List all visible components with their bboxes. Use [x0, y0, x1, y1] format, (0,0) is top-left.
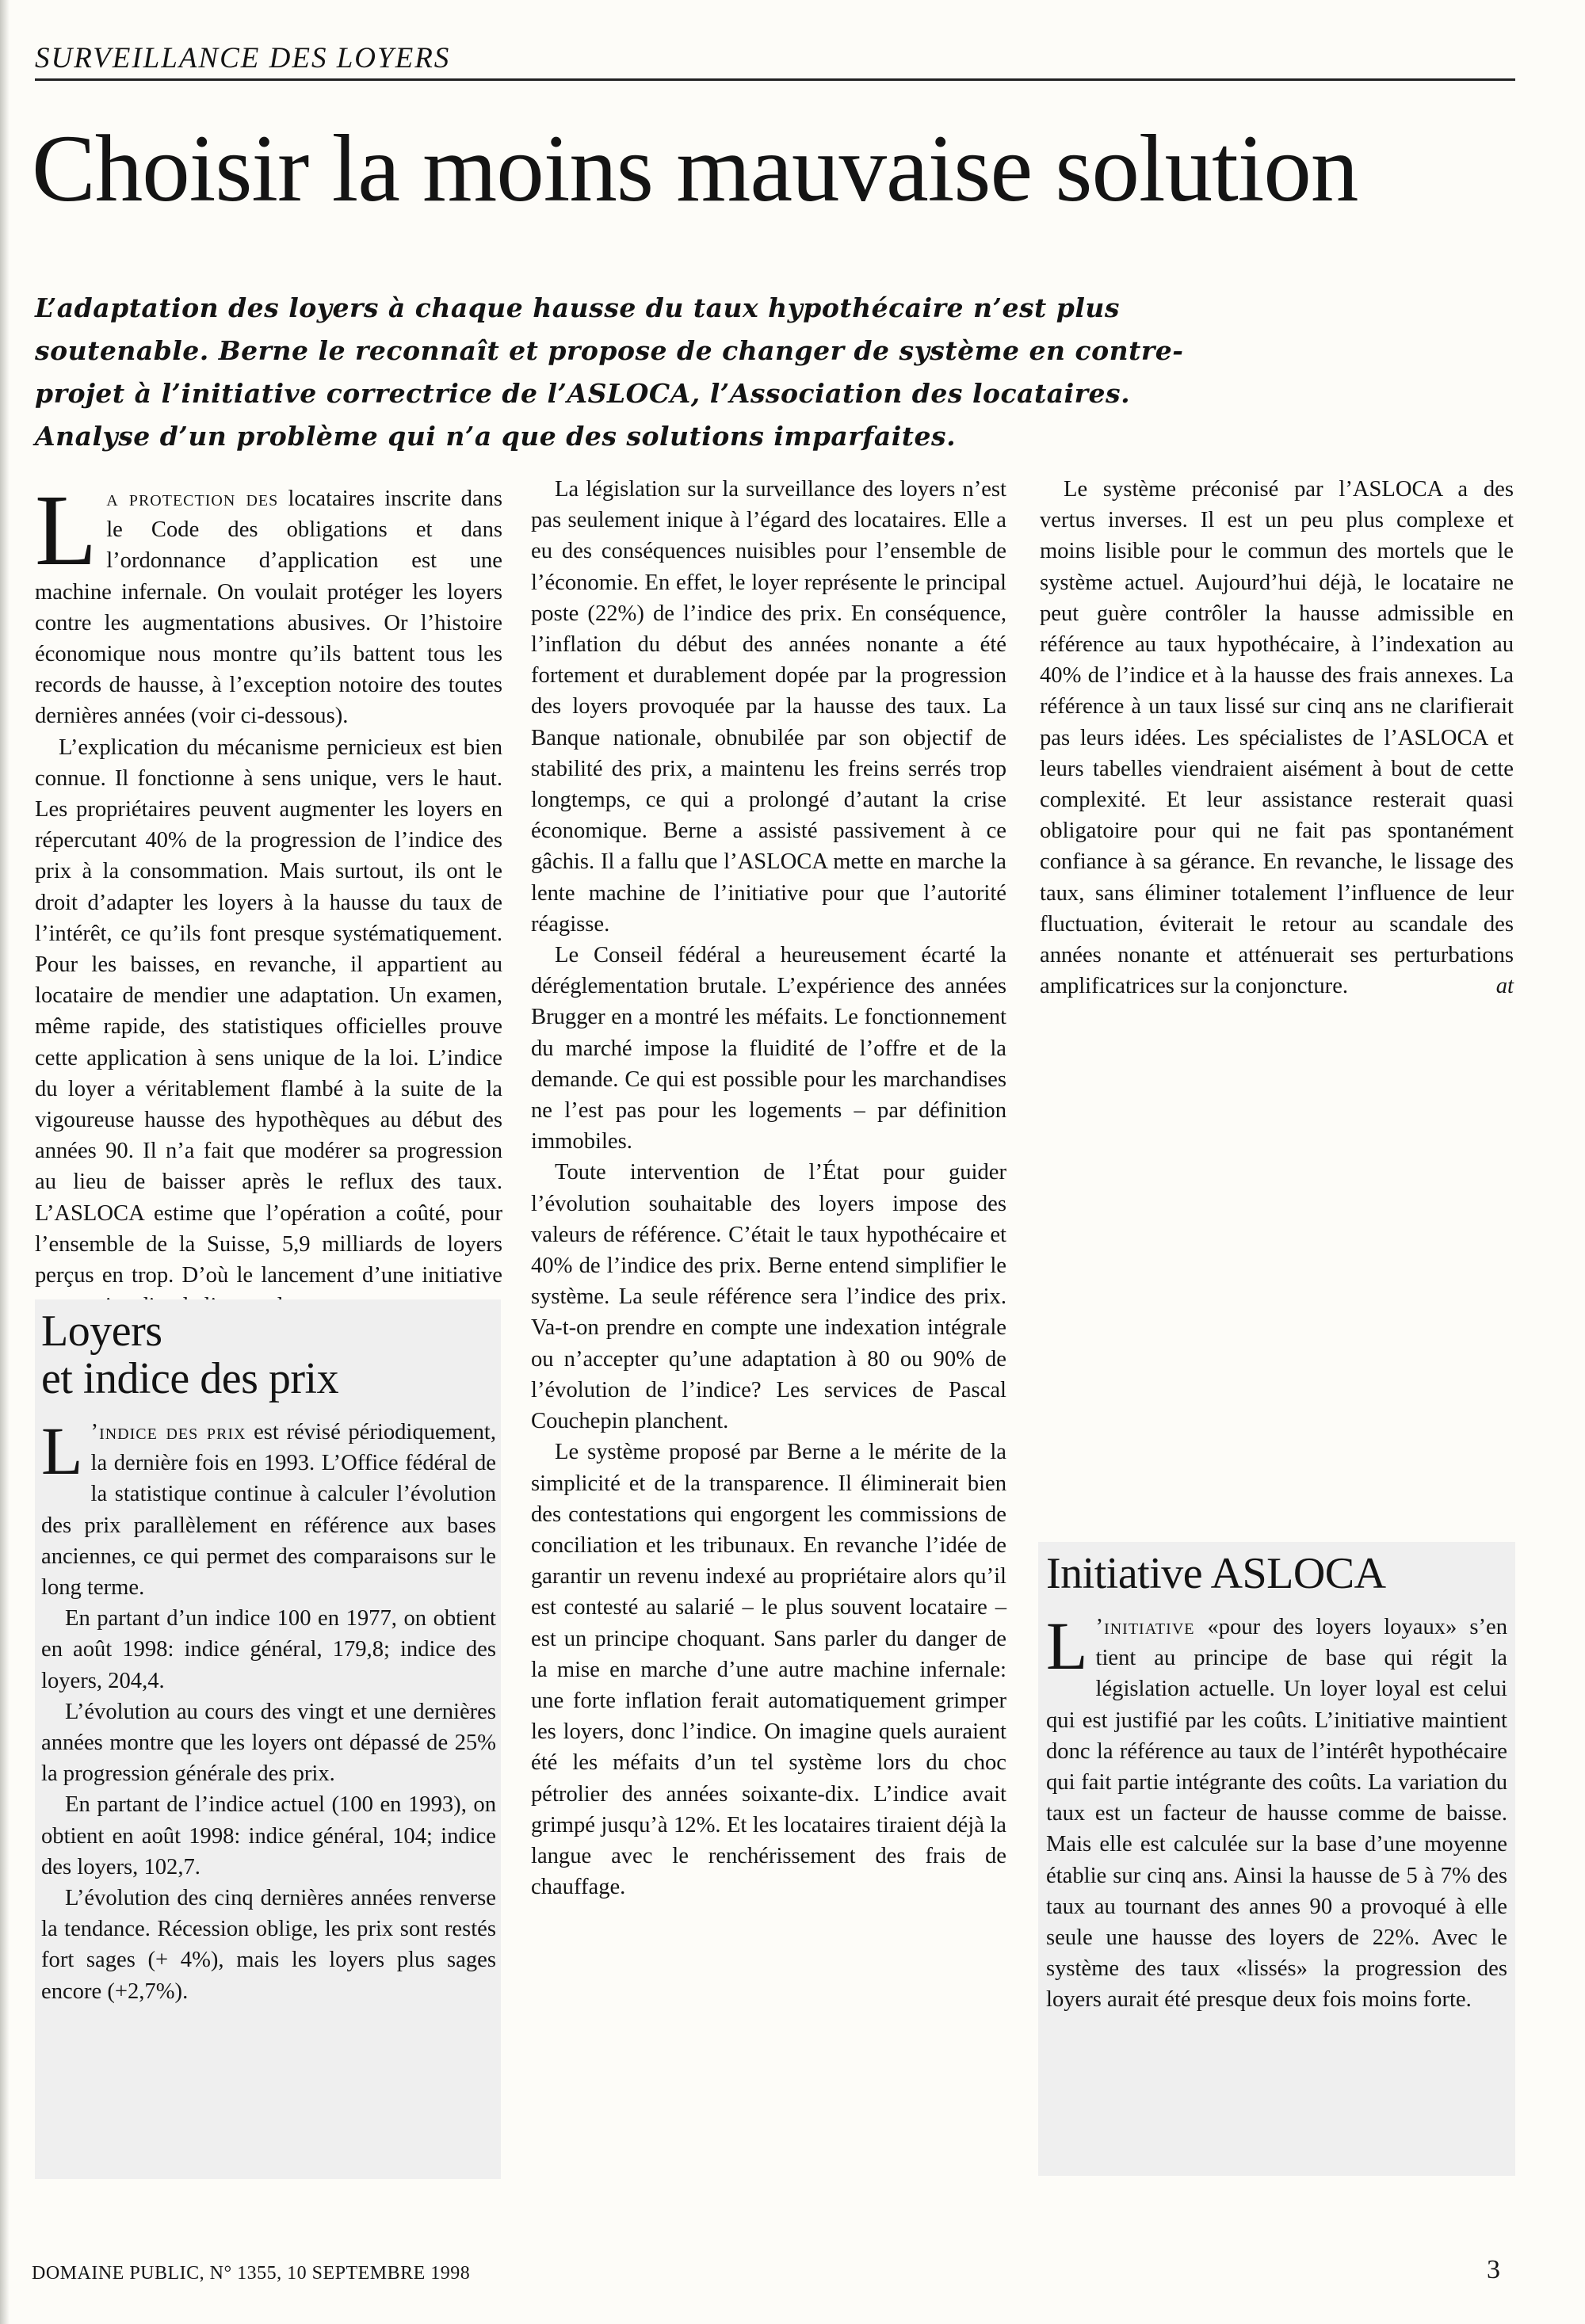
drop-cap: L	[35, 474, 97, 586]
lede: L’adaptation des loyers à chaque hausse du taux hypothécaire n’est plus soutenable. Berne le reconnaît et propose de changer de système en contre-projet à l’initiative correctrice de l’ASLOCA, l’Association des locataires. Analyse d’un problème qui n’a que des solutions imparfaites.	[35, 292, 1184, 452]
article-column-3	[1040, 474, 1514, 1002]
article-paragraph	[35, 474, 502, 732]
article-text: Le système préconisé par l’ASLOCA a des vertus inverses. Il est un peu plus complexe et moins lisible pour le commun des mortels que le système actuel. Aujourd’hui déjà, le locataire ne peut guère contrôler la hausse admissible en référence au taux hypothécaire, à l’indexation au 40% de l’indice et à la hausse des frais annexes. La référence à un taux lissé sur cinq ans ne clarifierait pas leurs idées. Les spécialistes de l’ASLOCA et leurs tabelles viendraient aisément à bout de cette complexité. Et leur assistance resterait quasi obligatoire pour qui ne fait pas spontanément confiance à sa gérance. En revanche, le lissage des taux, sans éliminer totalement l’influence de leur fluctuation, éviterait le retour au scandale des années nonante et atténuerait ses perturbations amplificatrices sur la conjoncture.	[1040, 477, 1514, 999]
box-text: «pour des loyers loyaux» s’en tient au principe de base qui régit la législation actuelle. Un loyer loyal est celui qui est justifié par les coûts. L’initiative maintient donc la référence au taux de l’intérêt hypothécaire qui fait partie intégrante des coûts. La variation du taux est un facteur de hausse comme de baisse. Mais elle est calculée sur la base d’une moyenne établie sur cinq ans. Ainsi la hausse de 5 à 7% des taux au tournant des annes 90 a provoqué à elle seule une hausse des loyers de 22%. Avec le système des taux «lissés» la progression des loyers aurait été presque deux fois moins forte.	[1046, 1615, 1507, 2013]
box-title-line: Loyers	[41, 1307, 162, 1356]
section-rubric: SURVEILLANCE DES LOYERS	[35, 41, 1515, 81]
box-paragraph	[41, 1413, 496, 1603]
article-paragraph: L’explication du mécanisme pernicieux est bien connue. Il fonctionne à sens unique, vers le haut. Les propriétaires peuvent augmenter les loyers en répercutant 40% de la progression de l’indice des prix à la consommation. Mais surtout, ils ont le droit d’adapter les loyers à la hausse du taux de l’intérêt, ce qu’ils font presque systématiquement. Pour les baisses, en revanche, il appartient au locataire de mendier une adaptation. Un examen, même rapide, des statistiques officielles prouve cette application à sens unique de la loi. L’indice du loyer a véritablement flambé à la suite de la vigoureuse hausse des hypothèques au début des années 90. Il n’a fait que modérer sa progression au lieu de baisser après le reflux des taux. L’ASLOCA estime que l’opération a coûté, pour l’ensemble de la Suisse, 5,9 milliards de loyers perçus en trop. D’où le lancement d’une initiative	[35, 735, 502, 1288]
box-title-line: et indice des prix	[41, 1354, 339, 1403]
box-title	[41, 1307, 496, 1402]
article-paragraph: La législation sur la surveillance des loyers n’est pas seulement inique à l’égard des locataires. Elle a eu des conséquences nuisibles pour l’ensemble de l’économie. En effet, le loyer représente le principal poste (22%) de l’indice des prix. En conséquence, l’inflation du début des années nonante a été fortement et durablement dopée par la progression des loyers provoquée par la hausse des taux. La Banque nationale, obnubilée par son objectif de stabilité des prix, a maintenu les freins serrés trop longtemps, ce qui a prolongé d’autant la crise économique. Berne a assisté passivement à ce gâchis. Il a fallu que l’ASLOCA mette en marche la lente machine de l’initiative pour que l’autorité réagisse.	[531, 477, 1006, 937]
author-signature: at	[1495, 974, 1514, 999]
box-smallcaps: ’indice des prix	[90, 1420, 246, 1444]
sidebar-box-loyers	[35, 1299, 501, 2179]
page-number: 3	[1487, 2255, 1500, 2284]
drop-cap: L	[41, 1413, 83, 1489]
box-paragraph	[1046, 1608, 1507, 2016]
box-paragraph: En partant de l’indice actuel (100 en 1993), on obtient en août 1998: indice général, 104; indice des loyers, 102,7.	[41, 1792, 496, 1879]
box-paragraph: L’évolution des cinq dernières années renverse la tendance. Récession oblige, les prix sont restés fort sages (+ 4%), mais les loyers plus sages encore (+2,7%).	[41, 1886, 496, 2004]
box-text: est révisé périodiquement, la dernière fois en 1993. L’Office fédéral de la statistique continue à calculer l’évolution des prix parallèlement en référence aux bases anciennes, ce qui permet des comparaisons sur le long terme.	[41, 1420, 496, 1601]
box-paragraph: En partant d’un indice 100 en 1977, on obtient en août 1998: indice général, 179,8; indice des loyers, 204,4.	[41, 1606, 496, 1693]
headline: Choisir la moins mauvaise solution	[32, 116, 1358, 222]
publication-footer: DOMAINE PUBLIC, N° 1355, 10 SEPTEMBRE 1998	[32, 2263, 471, 2284]
article-paragraph: Le Conseil fédéral a heureusement écarté la déréglementation brutale. L’expérience des années Brugger en a montré les méfaits. Le fonctionnement du marché impose la fluidité de l’offre et de la demande. Ce qui est possible pour les marchandises ne l’est pas pour les logements – par définition immobiles.	[531, 943, 1006, 1154]
box-title: Initiative ASLOCA	[1046, 1549, 1386, 1598]
box-paragraph: L’évolution au cours des vingt et une dernières années montre que les loyers ont dépassé de 25% la progression générale des prix.	[41, 1699, 496, 1787]
page-edge-shadow	[0, 0, 10, 2324]
drop-cap: L	[1046, 1608, 1088, 1684]
box-smallcaps: ’initiative	[1095, 1615, 1195, 1639]
article-paragraph: Toute intervention de l’État pour guider l’évolution souhaitable des loyers impose des valeurs de référence. C’était le taux hypothécaire et 40% de l’indice des prix. Berne entend simplifier le système. La seule référence sera l’indice des prix. Va-t-on prendre en compte une indexation intégrale ou n’accepter qu’une adaptation à 80 ou 90% de l’évolution de l’indice? Les services de Pascal Couchepin planchent.	[531, 1160, 1006, 1434]
article-paragraph	[1040, 474, 1514, 1002]
article-paragraph: Le système proposé par Berne a le mérite de la simplicité et de la transparence. Il éliminerait bien des contestations qui engorgent les commissions de conciliation et les tribunaux. En revanche l’idée de garantir un revenu indexé au propriétaire alors qu’il est contesté au salarié – le plus souvent locataire – est un principe choquant. Sans parler du danger de la mise en marche d’une autre machine infernale: une forte inflation ferait automatiquement grimper les loyers, donc l’indice. On imagine quels auraient été les méfaits d’un tel système lors du choc pétrolier des années soixante-dix. L’indice avait grimpé jusqu’à 12%. Et les locataires tiraient déjà la langue avec le renchérissement des frais de chauffage.	[531, 1440, 1006, 1900]
article-column-2	[531, 474, 1006, 1902]
article-text: locataires inscrite dans le Code des obligations et dans l’ordonnance d’application est une machine infernale. On voulait protéger les loyers contre les augmentations abusives. Or l’histoire économique nous montre qu’ils battent tous les records de hausse, à l’exception notoire des toutes dernières années (voir ci-dessous).	[35, 487, 502, 729]
sidebar-box-initiative	[1038, 1542, 1515, 2176]
article-smallcaps: a protection des	[106, 487, 279, 511]
article-column-1	[35, 474, 502, 1350]
